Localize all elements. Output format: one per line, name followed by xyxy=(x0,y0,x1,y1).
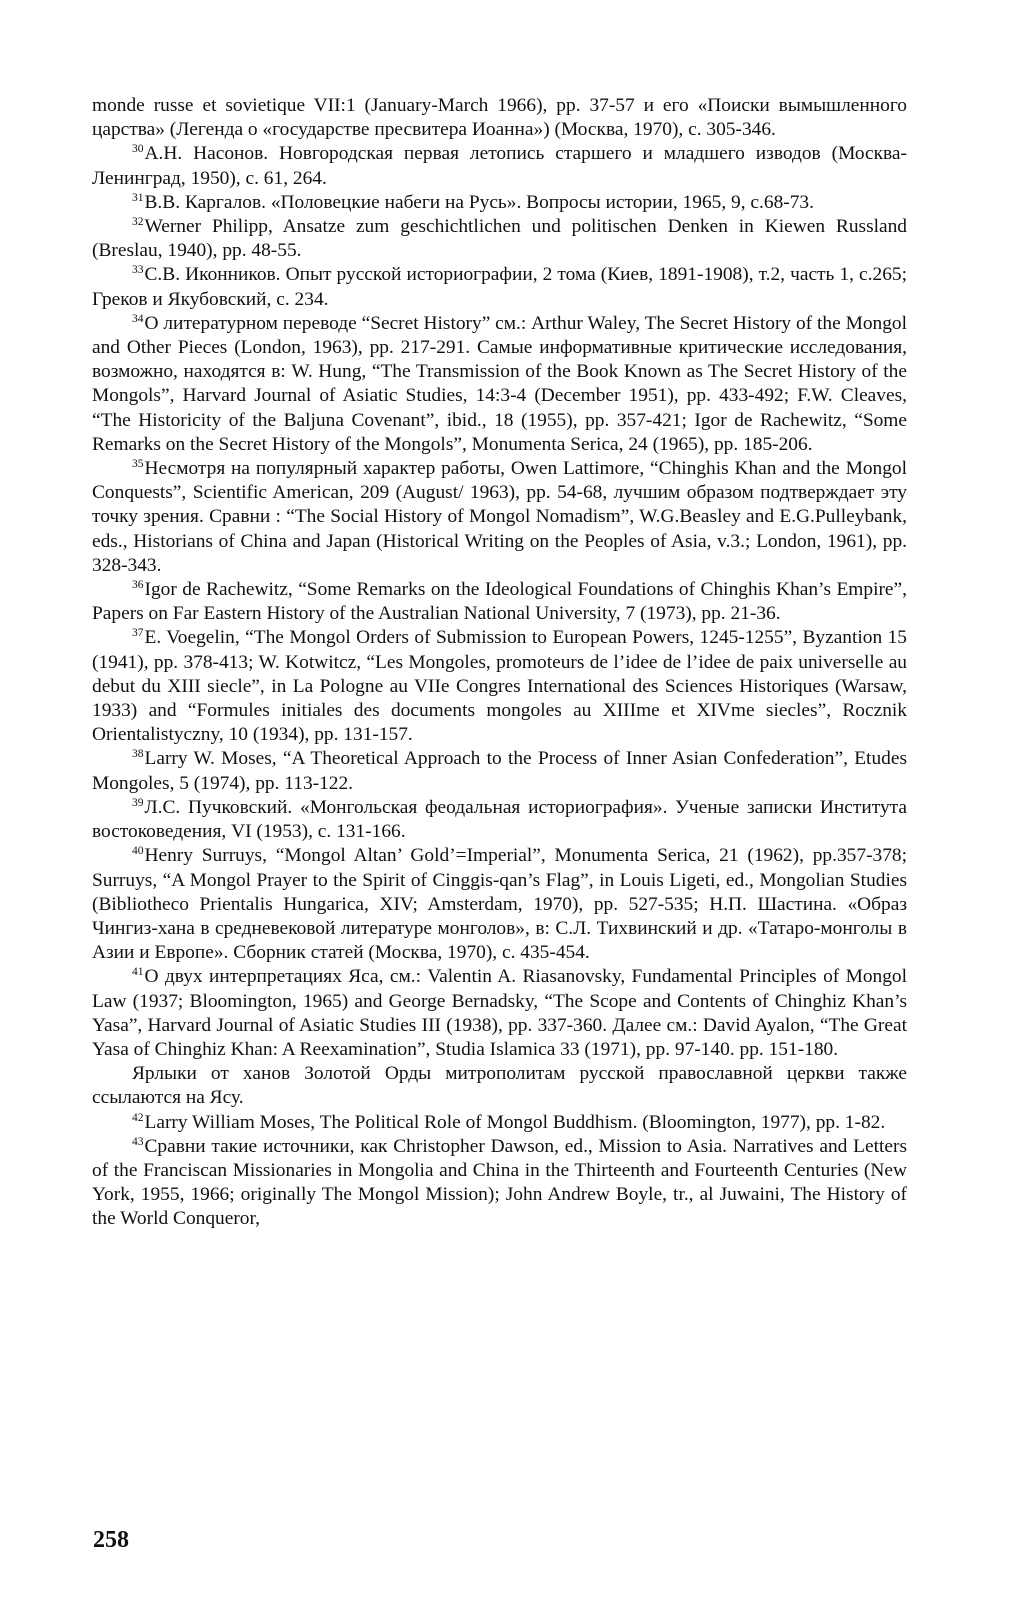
footnote-36: $^{36}$Igor de Rachewitz, “Some Remarks on the Ideological Foundations of Chinghis Khan’s Empire”, Papers on Far Eastern History of the Australian National University, 7 (1973), pp. 21-36. xyxy=(92,579,907,625)
footnote-34: $^{34}$О литературном переводе “Secret History” см.: Arthur Waley, The Secret History of the Mongol and Other Pieces (London, 1963), pp. 217-291. Самые информативные критические исследования, возможно, находятся в: W. Hung, “The Transmission of the Book Known as The Secret History of the Mongols”, Harvard Journal of Asiatic Studies, 14:3-4 (December 1951), pp. 433-492; F.W. Cleaves, “The Historicity of the Baljuna Covenant”, ibid., 18 (1955), pp. 357-421; Igor de Rachewitz, “Some Remarks on the Secret History of the Mongols”, Monumenta Serica, 24 (1965), pp. 185-206. xyxy=(92,312,907,455)
footnote-29-continuation: monde russe et sovietique VII:1 (January-March 1966), pp. 37-57 и его «Поиски вымышленного царства» (Легенда о «государстве пресвитера Иоанна») (Москва, 1970), с. 305-346. xyxy=(92,95,907,141)
footnote-number: 38 xyxy=(132,748,144,761)
footnote-number: 42 xyxy=(132,1111,144,1124)
footnote-40: $^{40}$Henry Surruys, “Mongol Altan’ Gold’=Imperial”, Monumenta Serica, 21 (1962), pp.357-378; Surruys, “A Mongol Prayer to the Spirit of Cinggis-qan’s Flag”, in Louis Ligeti, ed., Mongolian Studies (Bibliotheco Prientalis Hungarica, XIV; Amsterdam, 1970), pp. 527-535; Н.П. Шастина. «Образ Чингиз-хана в средневековой литературе монголов», в: С.Л. Тихвинский и др. «Татаро-монголы в Азии и Европе». Сборник статей (Москва, 1970), с. 435-454. xyxy=(92,845,907,964)
footnote-41: $^{41}$О двух интерпретациях Яса, см.: Valentin A. Riasanovsky, Fundamental Principles of Mongol Law (1937; Bloomington, 1965) and George Bernadsky, “The Scope and Contents of Chinghiz Khan’s Yasa”, Harvard Journal of Asiatic Studies III (1938), pp. 337-360. Далее см.: David Ayalon, “The Great Yasa of Chinghiz Khan: A Reexamination”, Studia Islamica 33 (1971), pp. 97-140. pp. 151-180. xyxy=(92,966,907,1060)
footnote-39: $^{39}$Л.С. Пучковский. «Монгольская феодальная историография». Ученые записки Института востоковедения, VI (1953), с. 131-166. xyxy=(92,796,907,843)
footnote-number: 34 xyxy=(132,312,144,325)
page-number: 258 xyxy=(93,1527,129,1553)
footnote-number: 39 xyxy=(132,796,144,809)
footnote-43: $^{43}$Сравни такие источники, как Christopher Dawson, ed., Mission to Asia. Narratives and Letters of the Franciscan Missionaries in Mongolia and China in the Thirteenth and Fourteenth Centuries (New York, 1955, 1966; originally The Mongol Mission); John Andrew Boyle, tr., al Juwaini, The History of the World Conqueror, xyxy=(92,1135,907,1230)
footnote-38: $^{38}$Larry W. Moses, “A Theoretical Approach to the Process of Inner Asian Confederation”, Etudes Mongoles, 5 (1974), pp. 113-122. xyxy=(92,748,907,794)
footnote-number: 32 xyxy=(132,216,144,229)
footnote-37: $^{37}$E. Voegelin, “The Mongol Orders of Submission to European Powers, 1245-1255”, Byzantion 15 (1941), pp. 378-413; W. Kotwitcz, “Les Mongoles, promoteurs de l’idee de l’idee de paix universelle au debut du XIII siecle”, in La Pologne au VIIe Congres International des Sciences Historiques (Warsaw, 1933) and “Formules initiales des documents mongoles au XIIIme et XIVme siecles”, Rocznik Orientalistyczny, 10 (1934), pp. 131-157. xyxy=(92,627,907,746)
footnote-41-paragraph: Ярлыки от ханов Золотой Орды митрополитам русской православной церкви также ссылаются на Ясу. xyxy=(92,1063,907,1109)
footnote-32: $^{32}$Werner Philipp, Ansatze zum geschichtlichen und politischen Denken in Kiewen Russland (Breslau, 1940), pp. 48-55. xyxy=(92,216,907,262)
footnote-number: 33 xyxy=(132,264,144,277)
footnote-31: $^{31}$В.В. Каргалов. «Половецкие набеги на Русь». Вопросы истории, 1965, 9, с.68-73. xyxy=(132,191,814,213)
footnote-33: $^{33}$С.В. Иконников. Опыт русской историографии, 2 тома (Киев, 1891-1908), т.2, часть 1, с.265; Греков и Якубовский, с. 234. xyxy=(92,264,907,310)
footnote-number: 35 xyxy=(132,458,144,471)
footnote-number: 40 xyxy=(132,845,144,858)
footnotes-text xyxy=(92,94,907,1232)
footnote-42: $^{42}$Larry William Moses, The Political Role of Mongol Buddhism. (Bloomington, 1977), pp. 1-82. xyxy=(132,1111,886,1133)
footnote-number: 37 xyxy=(132,627,144,640)
footnote-number: 31 xyxy=(132,191,144,204)
footnote-number: 30 xyxy=(132,143,144,156)
footnote-number: 41 xyxy=(132,966,144,979)
footnote-35: $^{35}$Несмотря на популярный характер работы, Owen Lattimore, “Chinghis Khan and the Mongol Conquests”, Scientific American, 209 (August/ 1963), pp. 54-68, лучшим образом подтверждает эту точку зрения. Сравни : “The Social History of Mongol Nomadism”, W.G.Beasley and E.G.Pulleybank, eds., Historians of China and Japan (Historical Writing on the Peoples of Asia, v.3.; London, 1961), pp. 328-343. xyxy=(92,458,907,576)
footnote-30: $^{30}$А.Н. Насонов. Новгородская первая летопись старшего и младшего изводов (Москва-Ленинград, 1950), с. 61, 264. xyxy=(92,143,907,189)
footnote-number: 43 xyxy=(132,1135,144,1148)
footnote-number: 36 xyxy=(132,579,144,592)
